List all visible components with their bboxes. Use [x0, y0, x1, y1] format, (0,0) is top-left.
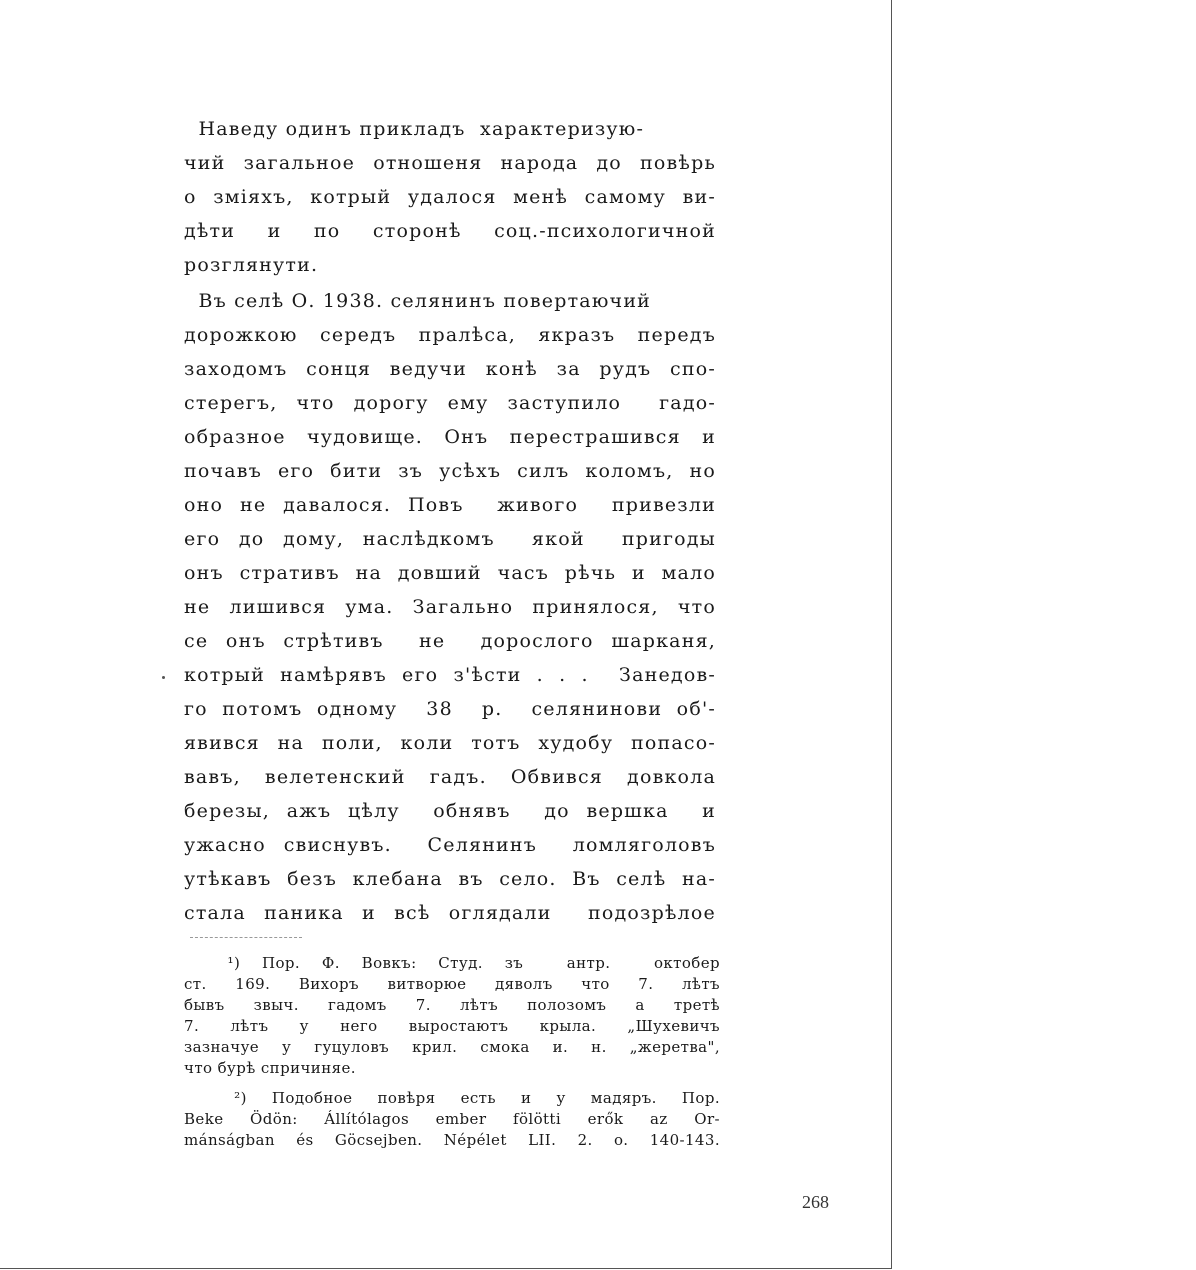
- footnote-line: mánságban és Göcsejben. Népélet LII. 2. o. 140-143.: [184, 1131, 720, 1149]
- body-line: дорожкою середъ пралѣса, якразъ передъ: [184, 324, 716, 346]
- body-line: Наведу одинъ прикладъ характеризую-: [184, 118, 645, 140]
- body-line: образное чудовище. Онъ перестрашився и: [184, 426, 716, 448]
- body-line: розглянути.: [184, 254, 319, 276]
- body-line: онъ стративъ на довший часъ рѣчь и мало: [184, 562, 716, 584]
- body-line: оно не давалося. Повъ живого привезли: [184, 494, 716, 516]
- footnote-line: ¹) Пор. Ф. Вовкъ: Студ. зъ антр. октобер: [184, 954, 720, 972]
- body-line: заходомъ сонця ведучи конѣ за рудъ спо-: [184, 358, 716, 380]
- body-line: го потомъ одному 38 р. селянинови об'-: [184, 698, 716, 720]
- body-line: его до дому, наслѣдкомъ якой пригоды: [184, 528, 716, 550]
- margin-mark: [162, 676, 165, 679]
- body-line: березы, ажъ цѣлу обнявъ до вершка и: [184, 800, 716, 822]
- body-line: Въ селѣ О. 1938. селянинъ повертаючий: [184, 290, 652, 312]
- body-line: не лишився ума. Загально принялося, что: [184, 596, 716, 618]
- footnote-line: ²) Подобное повѣря есть и у мадяръ. Пор.: [184, 1089, 720, 1107]
- body-line: вавъ, велетенский гадъ. Обвився довкола: [184, 766, 716, 788]
- body-line: котрый намѣрявъ его з'ѣсти . . . Занедов-: [184, 664, 716, 686]
- footnote-line: бывъ звыч. гадомъ 7. лѣтъ полозомъ а третѣ: [184, 996, 720, 1014]
- footnote-line: 7. лѣтъ у него выростаютъ крыла. „Шухевичъ: [184, 1017, 720, 1035]
- body-line: ужасно свиснувъ. Селянинъ ломляголовъ: [184, 834, 716, 856]
- body-line: явився на поли, коли тотъ худобу попасо-: [184, 732, 716, 754]
- body-line: дѣти и по сторонѣ соц.-психологичной: [184, 220, 716, 242]
- body-line: почавъ его бити зъ усѣхъ силъ коломъ, но: [184, 460, 716, 482]
- body-line: о зміяхъ, котрый удалося менѣ самому ви-: [184, 186, 716, 208]
- footnote-line: Beke Ödön: Állítólagos ember fölötti erők az Or-: [184, 1110, 720, 1128]
- footnote-line: что бурѣ спричиняе.: [184, 1059, 356, 1077]
- body-line: утѣкавъ безъ клебана въ село. Въ селѣ на-: [184, 868, 716, 890]
- footnote-separator: [190, 937, 302, 938]
- page-number: 268: [802, 1192, 829, 1212]
- footnote-line: зазначуе у гуцуловъ крил. смока и. н. „жеретва",: [184, 1038, 720, 1056]
- footnote-line: ст. 169. Вихоръ витворюе дяволъ что 7. лѣтъ: [184, 975, 720, 993]
- body-line: стала паника и всѣ оглядали подозрѣлое: [184, 902, 716, 924]
- body-line: се онъ стрѣтивъ не дорослого шарканя,: [184, 630, 716, 652]
- body-line: чий загальное отношеня народа до повѣрь: [184, 152, 716, 174]
- body-line: стерегъ, что дорогу ему заступило гадо-: [184, 392, 716, 414]
